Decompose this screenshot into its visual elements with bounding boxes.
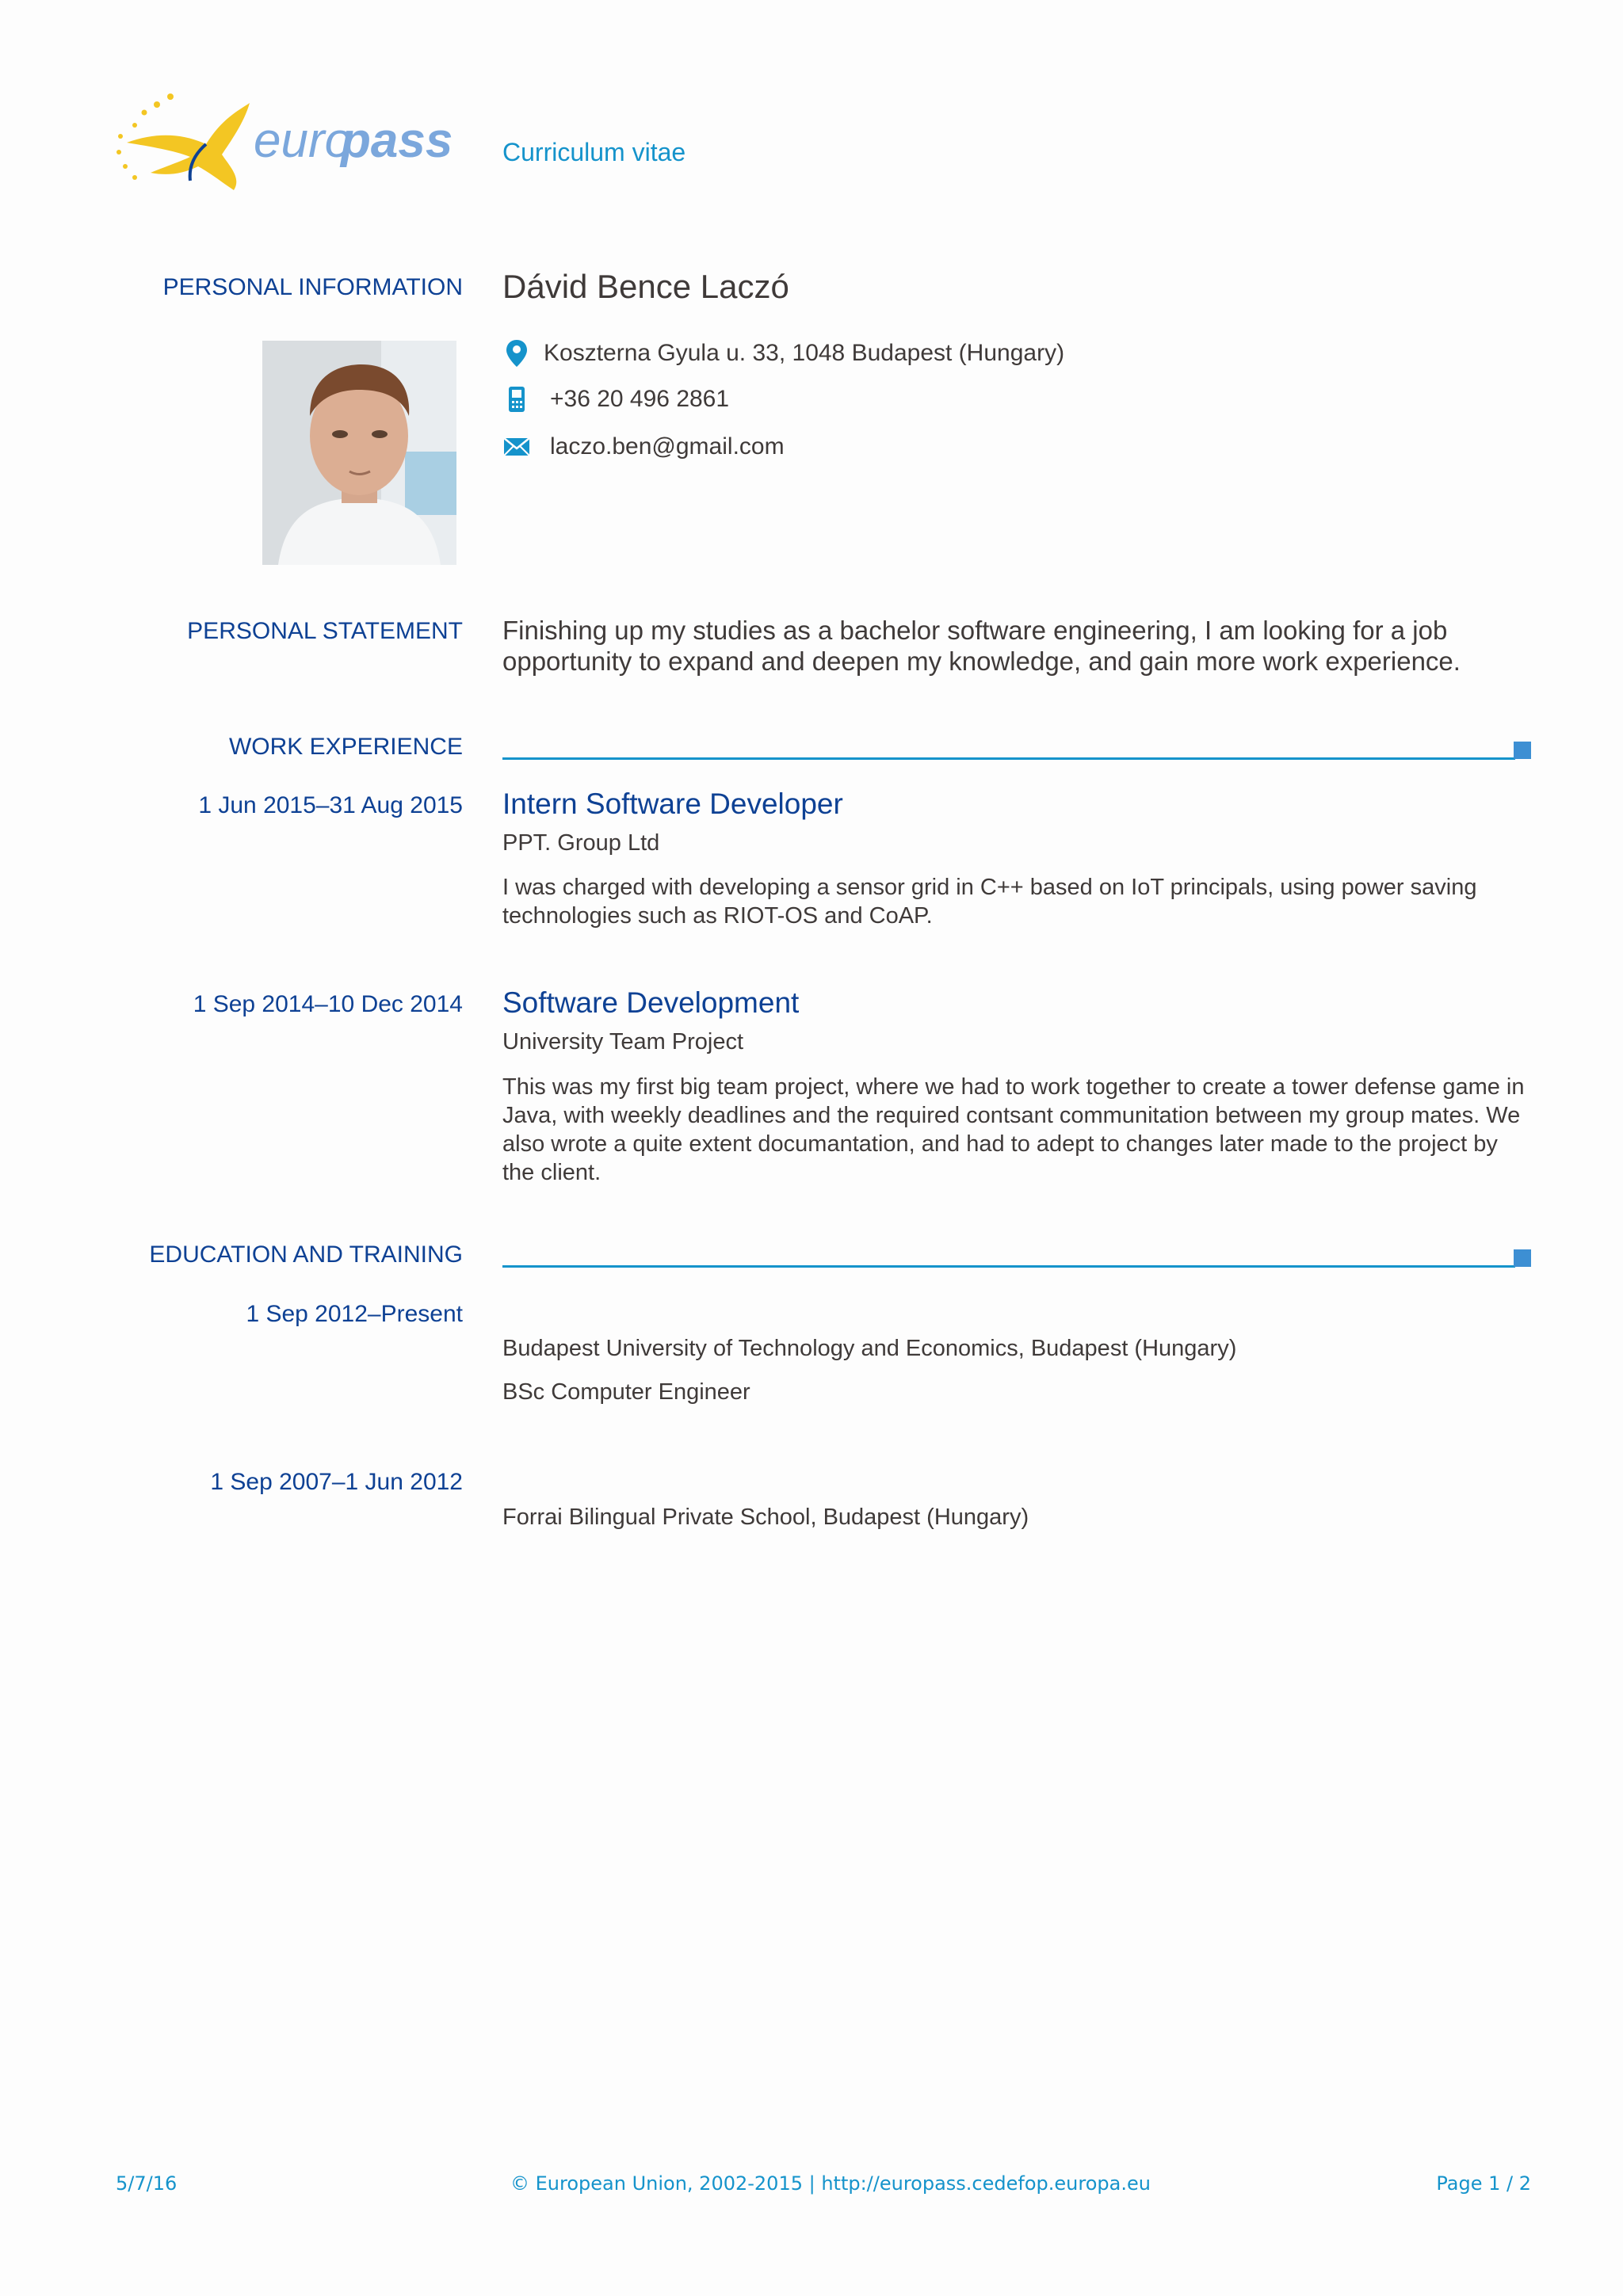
document-title: Curriculum vitae [502,138,686,166]
education-item-institution: Forrai Bilingual Private School, Budapest (Hungary) [502,1505,1029,1530]
section-label-personal-statement: PERSONAL STATEMENT [187,618,463,644]
mobile-phone-icon [502,385,531,414]
section-divider-marker [1514,742,1531,759]
work-item-description: This was my first big team project, where we had to work together to create a tower defense game in Java, with weekly deadlines and the required contsant communitation between my group mates. We also wrote a quite extent documantation, and had to adept to changes later made to the project by the client. [502,1074,1525,1185]
work-item-dates: 1 Jun 2015–31 Aug 2015 [198,792,463,818]
work-item-title: Intern Software Developer [502,788,843,820]
logo-text-euro: euro [254,113,353,168]
section-label-education: EDUCATION AND TRAINING [149,1241,463,1268]
person-name: Dávid Bence Laczó [502,268,789,305]
work-item-dates: 1 Sep 2014–10 Dec 2014 [193,991,463,1017]
work-item-title: Software Development [502,986,800,1019]
address-text: Koszterna Gyula u. 33, 1048 Budapest (Hungary) [544,340,1065,366]
section-divider [502,757,1515,760]
contact-email [502,433,785,461]
section-divider-marker [1514,1249,1531,1267]
europass-logo [111,87,475,198]
work-item-description: I was charged with developing a sensor grid in C++ based on IoT principals, using power saving technologies such as RIOT-OS and CoAP. [502,875,1477,929]
section-divider [502,1265,1515,1268]
footer-page-number: Page 1 / 2 [1436,2172,1531,2195]
education-item-dates: 1 Sep 2007–1 Jun 2012 [210,1469,463,1495]
section-label-personal-information: PERSONAL INFORMATION [162,274,463,300]
education-item-institution: Budapest University of Technology and Economics, Budapest (Hungary) [502,1336,1237,1361]
section-label-work-experience: WORK EXPERIENCE [228,734,463,760]
contact-phone [502,385,729,414]
contact-address [502,339,1064,368]
education-item-dates: 1 Sep 2012–Present [246,1301,463,1327]
location-pin-icon [502,339,531,368]
email-text[interactable]: laczo.ben@gmail.com [550,433,785,460]
logo-text-pass: pass [341,113,453,168]
personal-statement-text: Finishing up my studies as a bachelor software engineering, I am looking for a job opportunity to expand and deepen my knowledge, and gain more work experience. [502,616,1461,676]
phone-text[interactable]: +36 20 496 2861 [550,386,730,412]
europass-logo-graphic [111,87,475,198]
footer-date: 5/7/16 [116,2172,178,2195]
email-envelope-icon [502,433,531,461]
work-item-employer: PPT. Group Ltd [502,830,660,856]
work-item-employer: University Team Project [502,1029,744,1055]
education-item-qualification: BSc Computer Engineer [502,1379,750,1405]
profile-photo [262,341,456,565]
footer-copyright[interactable]: © European Union, 2002-2015 | http://europass.cedefop.europa.eu [510,2172,1151,2195]
